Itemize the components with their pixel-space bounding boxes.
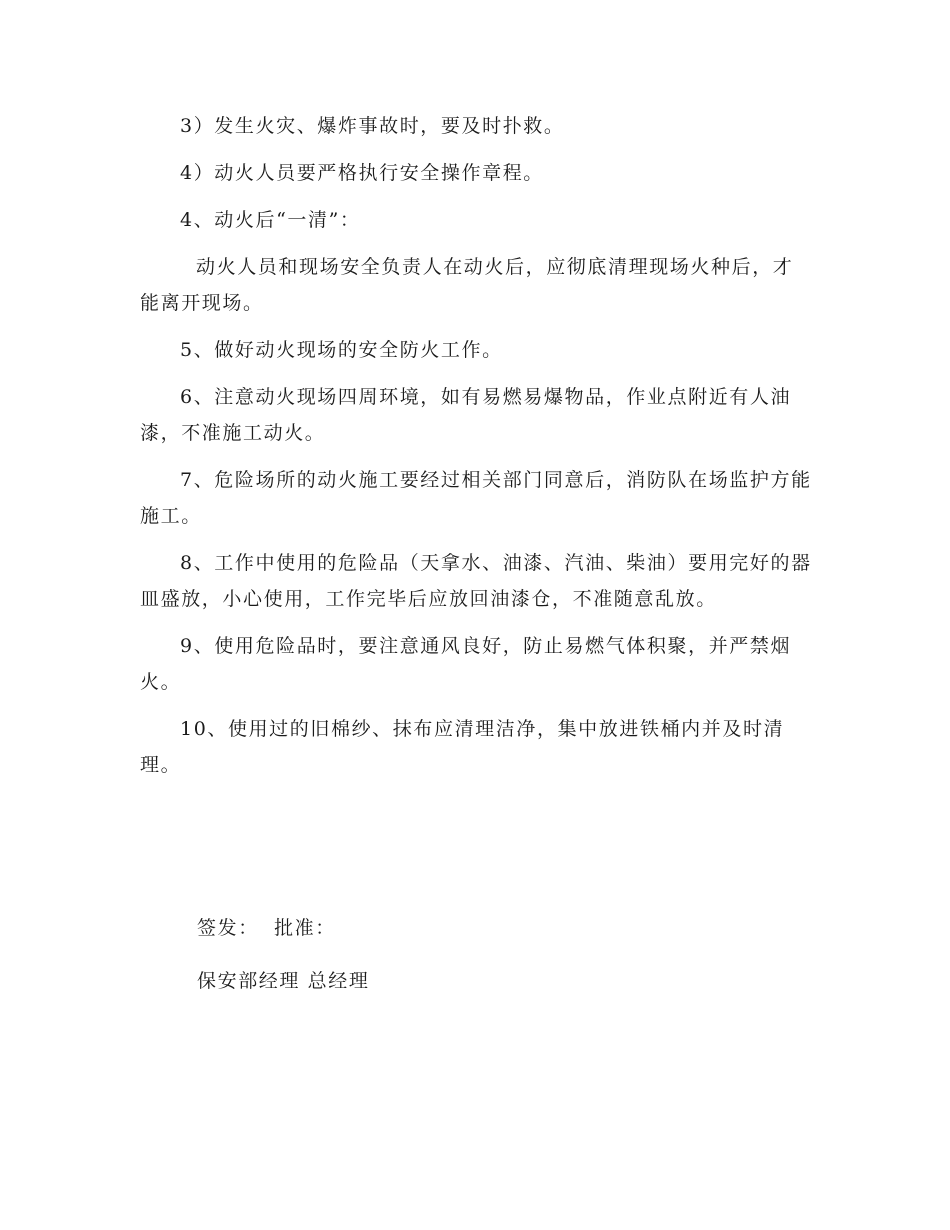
paragraph-item-3: 3）发生火灾、爆炸事故时，要及时扑救。	[180, 115, 565, 137]
paragraph-rule-5: 5、做好动火现场的安全防火工作。	[180, 339, 503, 361]
signature-titles: 保安部经理 总经理	[197, 970, 370, 992]
signature-block	[197, 910, 369, 1016]
paragraph-item-4: 4）动火人员要严格执行安全操作章程。	[180, 162, 544, 184]
paragraph-rule-7: 7、危险场所的动火施工要经过相关部门同意后，消防队在场监护方能施工。	[140, 469, 812, 527]
section-heading-after-hot-work: 4、动火后“一清”：	[180, 209, 361, 231]
signature-labels: 签发： 批准：	[197, 917, 336, 939]
document-body	[140, 108, 812, 794]
paragraph-after-hot-work-clearance: 动火人员和现场安全负责人在动火后，应彻底清理现场火种后，才能离开现场。	[140, 256, 794, 314]
paragraph-rule-9: 9、使用危险品时，要注意通风良好，防止易燃气体积聚，并严禁烟火。	[140, 635, 792, 693]
paragraph-rule-10: 10、使用过的旧棉纱、抹布应清理洁净，集中放进铁桶内并及时清理。	[140, 718, 785, 776]
paragraph-rule-8: 8、工作中使用的危险品（天拿水、油漆、汽油、柴油）要用完好的器皿盛放，小心使用，工作完毕后应放回油漆仓，不准随意乱放。	[140, 552, 812, 610]
paragraph-rule-6: 6、注意动火现场四周环境，如有易燃易爆物品，作业点附近有人油漆，不准施工动火。	[140, 386, 792, 444]
